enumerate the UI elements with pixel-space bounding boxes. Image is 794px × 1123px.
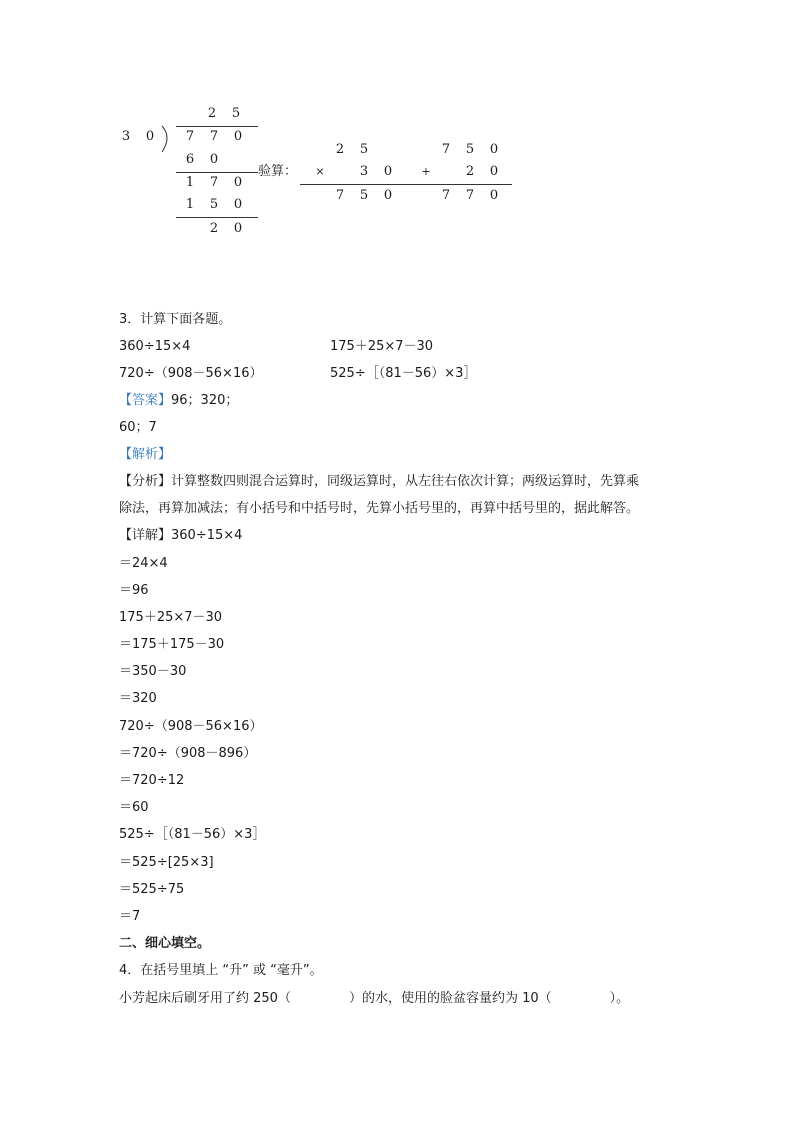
dividend-digit: 7 [209, 129, 219, 144]
add-result-digit: 0 [489, 188, 499, 203]
remainder-digit: 0 [233, 221, 243, 236]
step-line [176, 217, 258, 218]
add-bottom-digit: 0 [489, 164, 499, 179]
sentence-part: ）的水，使用的脸盆容量约为 10（ [348, 991, 552, 1006]
mult-result-digit: 5 [359, 188, 369, 203]
divisor-digit: 3 [121, 129, 131, 144]
analysis-label: 【解析】 [119, 447, 172, 462]
step-digit: 7 [209, 175, 219, 190]
problem: 720÷（908－56×16） [119, 366, 263, 381]
solution-step: 175＋25×7－30 [119, 610, 223, 625]
solution-step: ＝175＋175－30 [119, 637, 225, 652]
answer-label: 【答案】 [119, 393, 172, 408]
add-result-digit: 7 [465, 188, 475, 203]
step-digit: 0 [209, 152, 219, 167]
fenxi-text: 除法，再算加减法；有小括号和中括号时，先算小括号里的，再算中括号里的，据此解答。 [119, 501, 640, 516]
solution-step: ＝7 [119, 909, 141, 924]
step-digit: 0 [233, 175, 243, 190]
dividend-digit: 0 [233, 129, 243, 144]
mult-bottom-digit: 3 [359, 164, 369, 179]
detail-expression: 360÷15×4 [171, 528, 243, 543]
problem: 360÷15×4 [119, 339, 191, 354]
solution-step: ＝96 [119, 583, 149, 598]
add-top-digit: 0 [489, 142, 499, 157]
sentence-part: 小芳起床后刷牙用了约 250（ [119, 991, 291, 1006]
check-label: 验算： [258, 164, 298, 179]
solution-step: ＝350－30 [119, 664, 187, 679]
dividend-digit: 7 [185, 129, 195, 144]
check-sum-line [300, 184, 512, 185]
fenxi-text: 计算整数四则混合运算时，同级运算时，从左往右依次计算；两级运算时，先算乘 [171, 474, 640, 489]
mult-bottom-digit: 0 [383, 164, 393, 179]
solution-step: ＝720÷（908－896） [119, 746, 257, 761]
section-title: 二、细心填空。 [119, 936, 211, 951]
division-bracket [160, 124, 176, 154]
divisor-digit: 0 [145, 129, 155, 144]
solution-step: ＝525÷75 [119, 882, 185, 897]
solution-step: 720÷（908－56×16） [119, 719, 263, 734]
division-bar [176, 126, 258, 127]
add-result-digit: 7 [441, 188, 451, 203]
solution-step: ＝320 [119, 691, 157, 706]
quotient-digit: 5 [231, 106, 241, 121]
step-digit: 6 [185, 152, 195, 167]
mult-result-digit: 7 [335, 188, 345, 203]
add-top-digit: 5 [465, 142, 475, 157]
mult-top-digit: 2 [335, 142, 345, 157]
step-digit: 5 [209, 197, 219, 212]
detail-line [119, 528, 242, 544]
remainder-digit: 2 [209, 221, 219, 236]
detail-label: 【详解】 [119, 528, 172, 543]
answer-text: 60；7 [119, 420, 157, 435]
mult-result-digit: 0 [383, 188, 393, 203]
answer-text: 96；320； [171, 393, 239, 408]
problem: 525÷［（81－56）×3］ [330, 366, 477, 381]
fenxi-label: 【分析】 [119, 474, 172, 489]
quotient-digit: 2 [207, 106, 217, 121]
solution-step: ＝60 [119, 800, 149, 815]
step-digit: 0 [233, 197, 243, 212]
multiply-sign: × [315, 165, 325, 178]
solution-step: ＝720÷12 [119, 773, 185, 788]
add-bottom-digit: 2 [465, 164, 475, 179]
analysis-line [119, 474, 639, 490]
mult-top-digit: 5 [359, 142, 369, 157]
add-top-digit: 7 [441, 142, 451, 157]
solution-step: 525÷［（81－56）×3］ [119, 827, 266, 842]
question-title: 4．在括号里填上 “升” 或 “毫升”。 [119, 963, 323, 978]
solution-step: ＝525÷[25×3] [119, 855, 214, 870]
question-title: 3．计算下面各题。 [119, 312, 232, 327]
answer-line [119, 393, 238, 409]
step-line [176, 172, 258, 173]
solution-step: ＝24×4 [119, 556, 168, 571]
fill-blank-sentence [119, 991, 629, 1007]
sentence-part: ）。 [609, 991, 630, 1006]
plus-sign: + [421, 165, 431, 178]
problem: 175＋25×7－30 [330, 339, 434, 354]
step-digit: 1 [185, 197, 195, 212]
step-digit: 1 [185, 175, 195, 190]
